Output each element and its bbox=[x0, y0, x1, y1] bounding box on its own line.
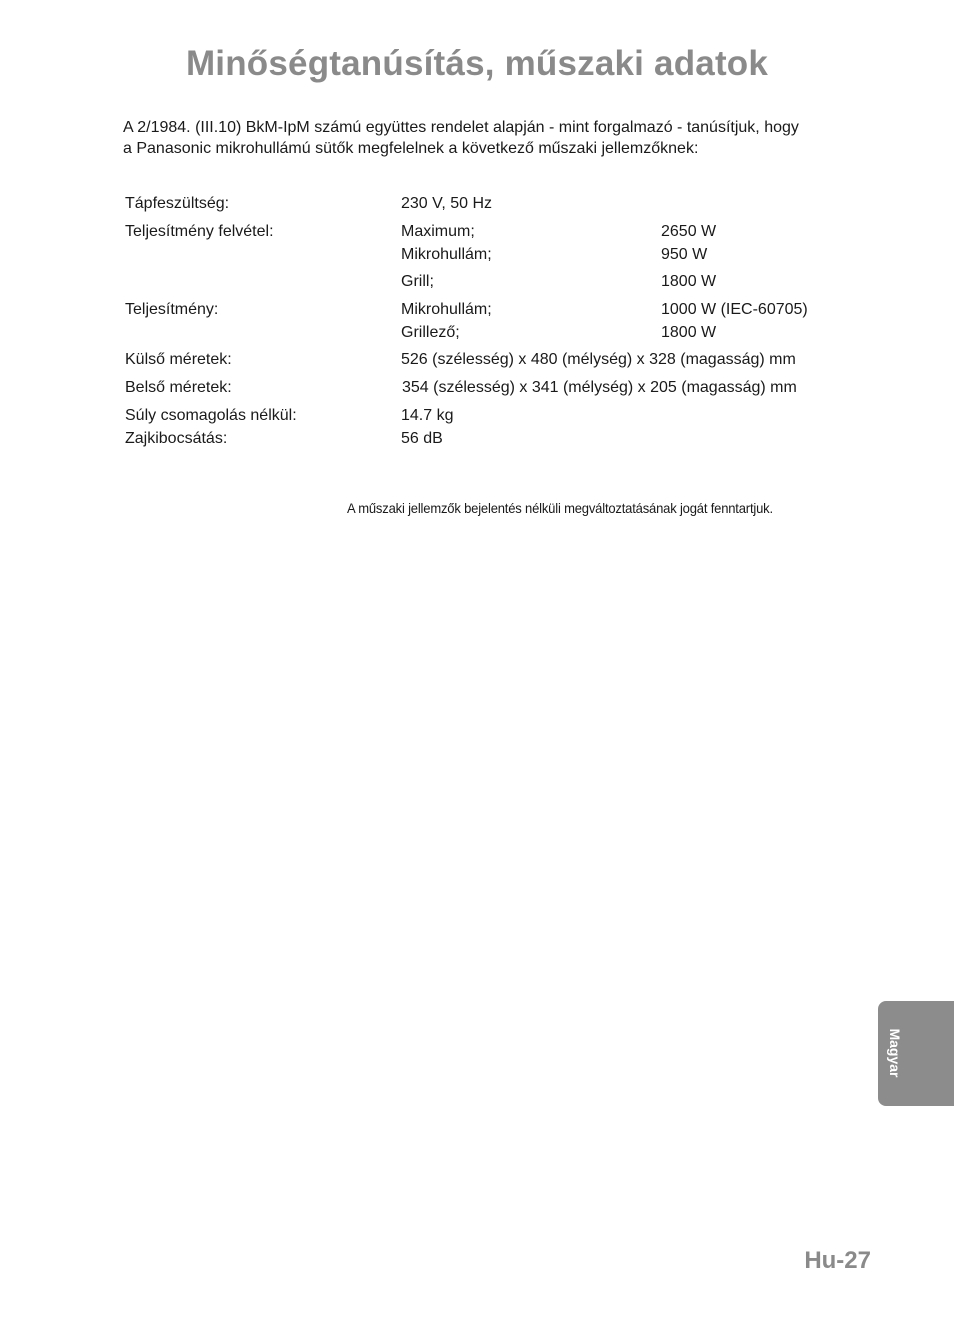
spec-row-name-grill-output: Grillező; bbox=[401, 324, 460, 341]
spec-label-noise: Zajkibocsátás: bbox=[125, 430, 228, 447]
spec-value-power-supply: 230 V, 50 Hz bbox=[401, 195, 493, 212]
spec-label-power-input: Teljesítmény felvétel: bbox=[125, 223, 274, 240]
page-title: Minőségtanúsítás, műszaki adatok bbox=[185, 44, 769, 83]
language-tab-text: Magyar bbox=[887, 1028, 903, 1078]
spec-row-value-microwave-output: 1000 W (IEC-60705) bbox=[661, 301, 808, 318]
spec-value-weight: 14.7 kg bbox=[401, 407, 454, 424]
intro-line-2: a Panasonic mikrohullámú sütők megfelelnek a következő műszaki jellemzőknek: bbox=[123, 140, 699, 157]
spec-row-value-microwave-input: 950 W bbox=[661, 246, 708, 263]
spec-label-weight: Súly csomagolás nélkül: bbox=[125, 407, 297, 424]
spec-value-inner-dimensions: 354 (szélesség) x 341 (mélység) x 205 (magasság) mm bbox=[402, 379, 797, 396]
intro-paragraph bbox=[123, 117, 883, 159]
spec-row-value-grill-input: 1800 W bbox=[661, 273, 717, 290]
spec-label-output: Teljesítmény: bbox=[125, 301, 219, 318]
intro-line-1: A 2/1984. (III.10) BkM-IpM számú együttes rendelet alapján - mint forgalmazó - tanúsítjuk, hogy bbox=[123, 119, 799, 136]
spec-row-name-grill-input: Grill; bbox=[401, 273, 434, 290]
spec-row-name-microwave-output: Mikrohullám; bbox=[401, 301, 492, 318]
spec-row-name-microwave-input: Mikrohullám; bbox=[401, 246, 492, 263]
spec-label-power-supply: Tápfeszültség: bbox=[125, 195, 230, 212]
spec-row-value-maximum: 2650 W bbox=[661, 223, 717, 240]
spec-row-name-maximum: Maximum; bbox=[401, 223, 475, 240]
spec-value-noise: 56 dB bbox=[401, 430, 443, 447]
page-number: Hu-27 bbox=[804, 1247, 871, 1274]
specification-change-note: A műszaki jellemzők bejelentés nélküli megváltoztatásának jogát fenntartjuk. bbox=[347, 500, 773, 516]
spec-row-value-grill-output: 1800 W bbox=[661, 324, 717, 341]
spec-label-inner-dimensions: Belső méretek: bbox=[125, 379, 232, 396]
language-tab-label bbox=[887, 1028, 903, 1078]
spec-label-outer-dimensions: Külső méretek: bbox=[125, 351, 232, 368]
spec-value-outer-dimensions: 526 (szélesség) x 480 (mélység) x 328 (magasság) mm bbox=[401, 351, 796, 368]
